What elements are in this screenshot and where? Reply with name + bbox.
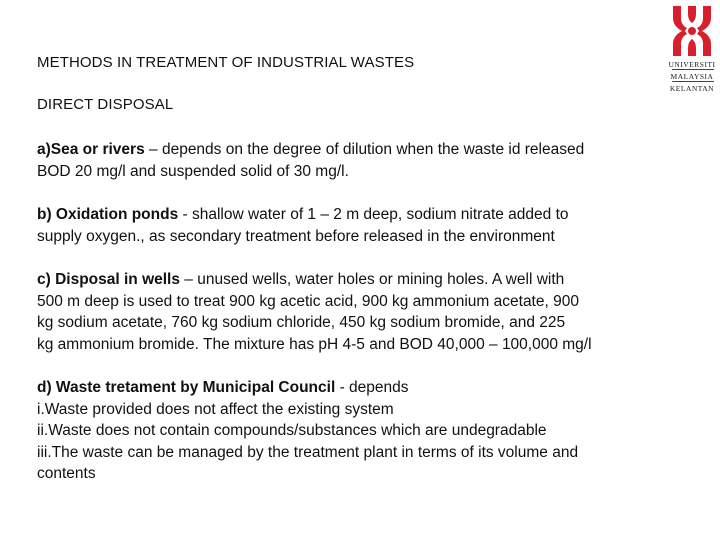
paragraph-line: i.Waste provided does not affect the existing system — [37, 400, 394, 418]
paragraph-text: – depends on the degree of dilution when the waste id released — [144, 141, 585, 158]
paragraph-disposal-wells — [37, 269, 697, 355]
paragraph-line: 500 m deep is used to treat 900 kg acetic acid, 900 kg ammonium acetate, 900 — [37, 292, 579, 310]
paragraph-text: – unused wells, water holes or mining holes. A well with — [180, 271, 565, 288]
paragraph-municipal-council — [37, 377, 697, 485]
paragraph-line — [37, 204, 697, 226]
paragraph-line — [37, 269, 697, 291]
section-heading: DIRECT DISPOSAL — [37, 96, 174, 113]
paragraph-line: BOD 20 mg/l and suspended solid of 30 mg/l. — [37, 162, 349, 180]
paragraph-lead: a)Sea or rivers — [37, 141, 145, 158]
paragraph-text: - depends — [335, 379, 409, 396]
paragraph-text: - shallow water of 1 – 2 m deep, sodium nitrate added to — [178, 206, 569, 223]
paragraph-sea-rivers — [37, 139, 697, 182]
paragraph-lead: d) Waste tretament by Municipal Council — [37, 379, 336, 396]
paragraph-line: contents — [37, 465, 96, 482]
logo-line-3: KELANTAN — [669, 84, 715, 93]
paragraph-line: kg ammonium bromide. The mixture has pH 4-5 and BOD 40,000 – 100,000 mg/l — [37, 335, 592, 353]
paragraph-oxidation-ponds — [37, 204, 697, 247]
paragraph-lead: b) Oxidation ponds — [37, 206, 179, 223]
university-logo — [664, 4, 720, 96]
paragraph-line: ii.Waste does not contain compounds/substances which are undegradable — [37, 422, 547, 439]
logo-divider — [672, 81, 714, 82]
paragraph-line: supply oxygen., as secondary treatment before released in the environment — [37, 227, 555, 245]
logo-divider — [672, 69, 714, 70]
paragraph-lead: c) Disposal in wells — [37, 271, 180, 288]
paragraph-line: kg sodium acetate, 760 kg sodium chloride, 450 kg sodium bromide, and 225 — [37, 314, 566, 331]
university-logo-icon — [664, 4, 720, 58]
page-title: METHODS IN TREATMENT OF INDUSTRIAL WASTES — [37, 54, 415, 71]
logo-line-2: MALAYSIA — [670, 72, 714, 81]
logo-line-1: UNIVERSITI — [668, 60, 716, 69]
paragraph-line — [37, 139, 697, 161]
paragraph-line: iii.The waste can be managed by the treatment plant in terms of its volume and — [37, 443, 579, 461]
paragraph-line — [37, 377, 697, 399]
